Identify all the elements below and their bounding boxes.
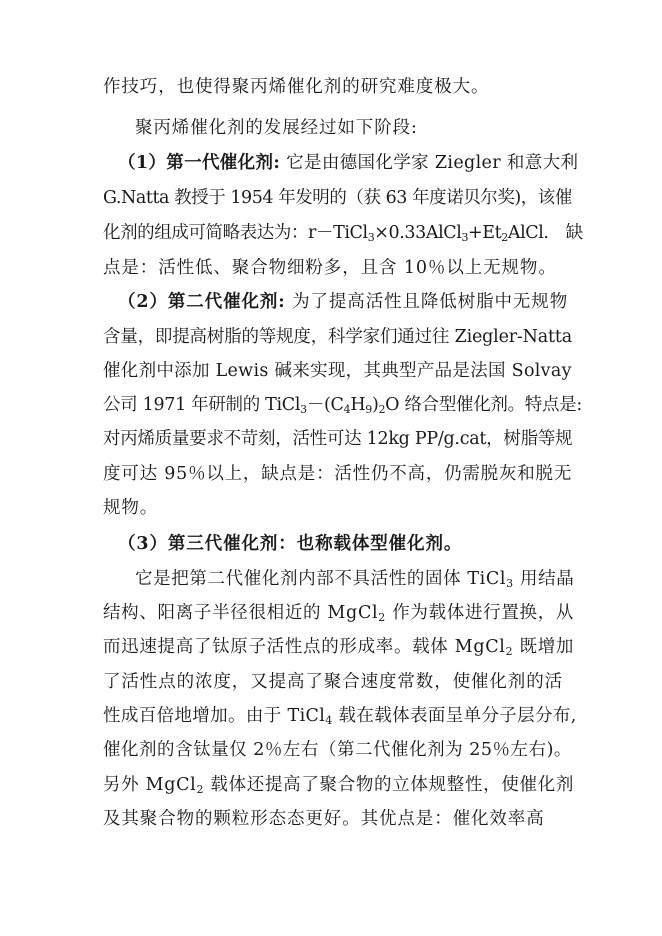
text-line: 聚丙烯催化剂的发展经过如下阶段: (135, 118, 418, 138)
text-line (135, 567, 574, 591)
subscript: 3 (367, 231, 375, 244)
text-line: 作技巧，也使得聚丙烯催化剂的研究难度极大。 (103, 77, 490, 97)
section-heading: （2）第二代催化剂: (118, 292, 286, 312)
text-span: 另外 MgCl (103, 775, 197, 795)
text-line (118, 290, 568, 314)
text-line (103, 221, 583, 245)
subscript: 2 (501, 231, 508, 244)
text-span: H (350, 395, 366, 415)
subscript: 3 (300, 403, 307, 416)
section-heading: （1）第一代催化剂: (118, 153, 281, 173)
section-heading: （3）第三代催化剂：也称载体型催化剂。 (118, 534, 463, 554)
text-span: 而迅速提高了钛原子活性点的形成率。载体 MgCl (103, 637, 506, 657)
subscript: 3 (506, 577, 514, 590)
text-span: 它是由德国化学家 Ziegler 和意大利 (286, 153, 579, 173)
subscript: 2 (378, 403, 386, 416)
subscript: 2 (505, 645, 514, 658)
text-span: 性成百倍地增加。由于 TiCl (103, 706, 326, 726)
text-span: ) (371, 395, 379, 415)
subscript: 2 (378, 611, 386, 624)
text-line (103, 635, 574, 659)
text-line (103, 704, 577, 728)
subscript: 4 (343, 403, 351, 416)
text-span: O 络合型催化剂。特点是: (385, 395, 582, 415)
text-line: 催化剂中添加 Lewis 碱来实现，其典型产品是法国 Solvay (103, 361, 572, 381)
subscript: 3 (461, 231, 469, 244)
text-span: 用结晶 (513, 569, 575, 589)
text-line: 规物。 (103, 498, 159, 518)
text-span: 公司 1971 年研制的 TiCl (103, 395, 301, 415)
text-span: 作为载体进行置换，从 (385, 603, 575, 623)
subscript: 2 (196, 783, 205, 796)
text-span: 为了提高活性且降低树脂中无规物 (292, 292, 569, 312)
text-span: 既增加 (513, 637, 575, 657)
text-span: AlCl. 缺 (507, 223, 583, 243)
text-line: 度可达 95％以上，缺点是：活性仍不高，仍需脱灰和脱无 (103, 464, 573, 484)
text-span: 化剂的组成可简略表达为：r－TiCl (103, 223, 368, 243)
subscript: 4 (325, 714, 333, 727)
text-line (103, 601, 574, 625)
text-line (103, 773, 574, 797)
text-line (103, 393, 582, 417)
text-line: 及其聚合物的颗粒形态态更好。其优点是：催化效率高 (103, 809, 545, 829)
text-line: 含量，即提高树脂的等规度，科学家们通过往 Ziegler-Natta (103, 327, 572, 347)
subscript: 9 (365, 403, 372, 416)
text-line: 催化剂的含钛量仅 2％左右（第二代催化剂为 25％左右)。 (103, 740, 572, 760)
text-line: G.Natta 教授于 1954 年发明的（获 63 年度诺贝尔奖)，该催 (103, 188, 572, 208)
text-line: 了活性点的浓度，又提高了聚合速度常数，使催化剂的活 (103, 672, 563, 692)
text-span: 载在载体表面呈单分子层分布, (332, 706, 577, 726)
text-line: 点是：活性低、聚合物细粉多，且含 10％以上无规物。 (103, 258, 557, 278)
text-span: 载体还提高了聚合物的立体规整性，使催化剂 (204, 775, 575, 795)
text-span: 它是把第二代催化剂内部不具活性的固体 TiCl (135, 569, 507, 589)
text-line: 对丙烯质量要求不苛刻，活性可达 12kg PP/g.cat，树脂等规 (103, 429, 573, 449)
text-span: 结构、阳离子半径很相近的 MgCl (103, 603, 379, 623)
text-span: －(C (306, 395, 344, 415)
text-span: ×0.33AlCl (374, 223, 462, 243)
text-span: +Et (468, 223, 502, 243)
text-line (118, 151, 578, 175)
